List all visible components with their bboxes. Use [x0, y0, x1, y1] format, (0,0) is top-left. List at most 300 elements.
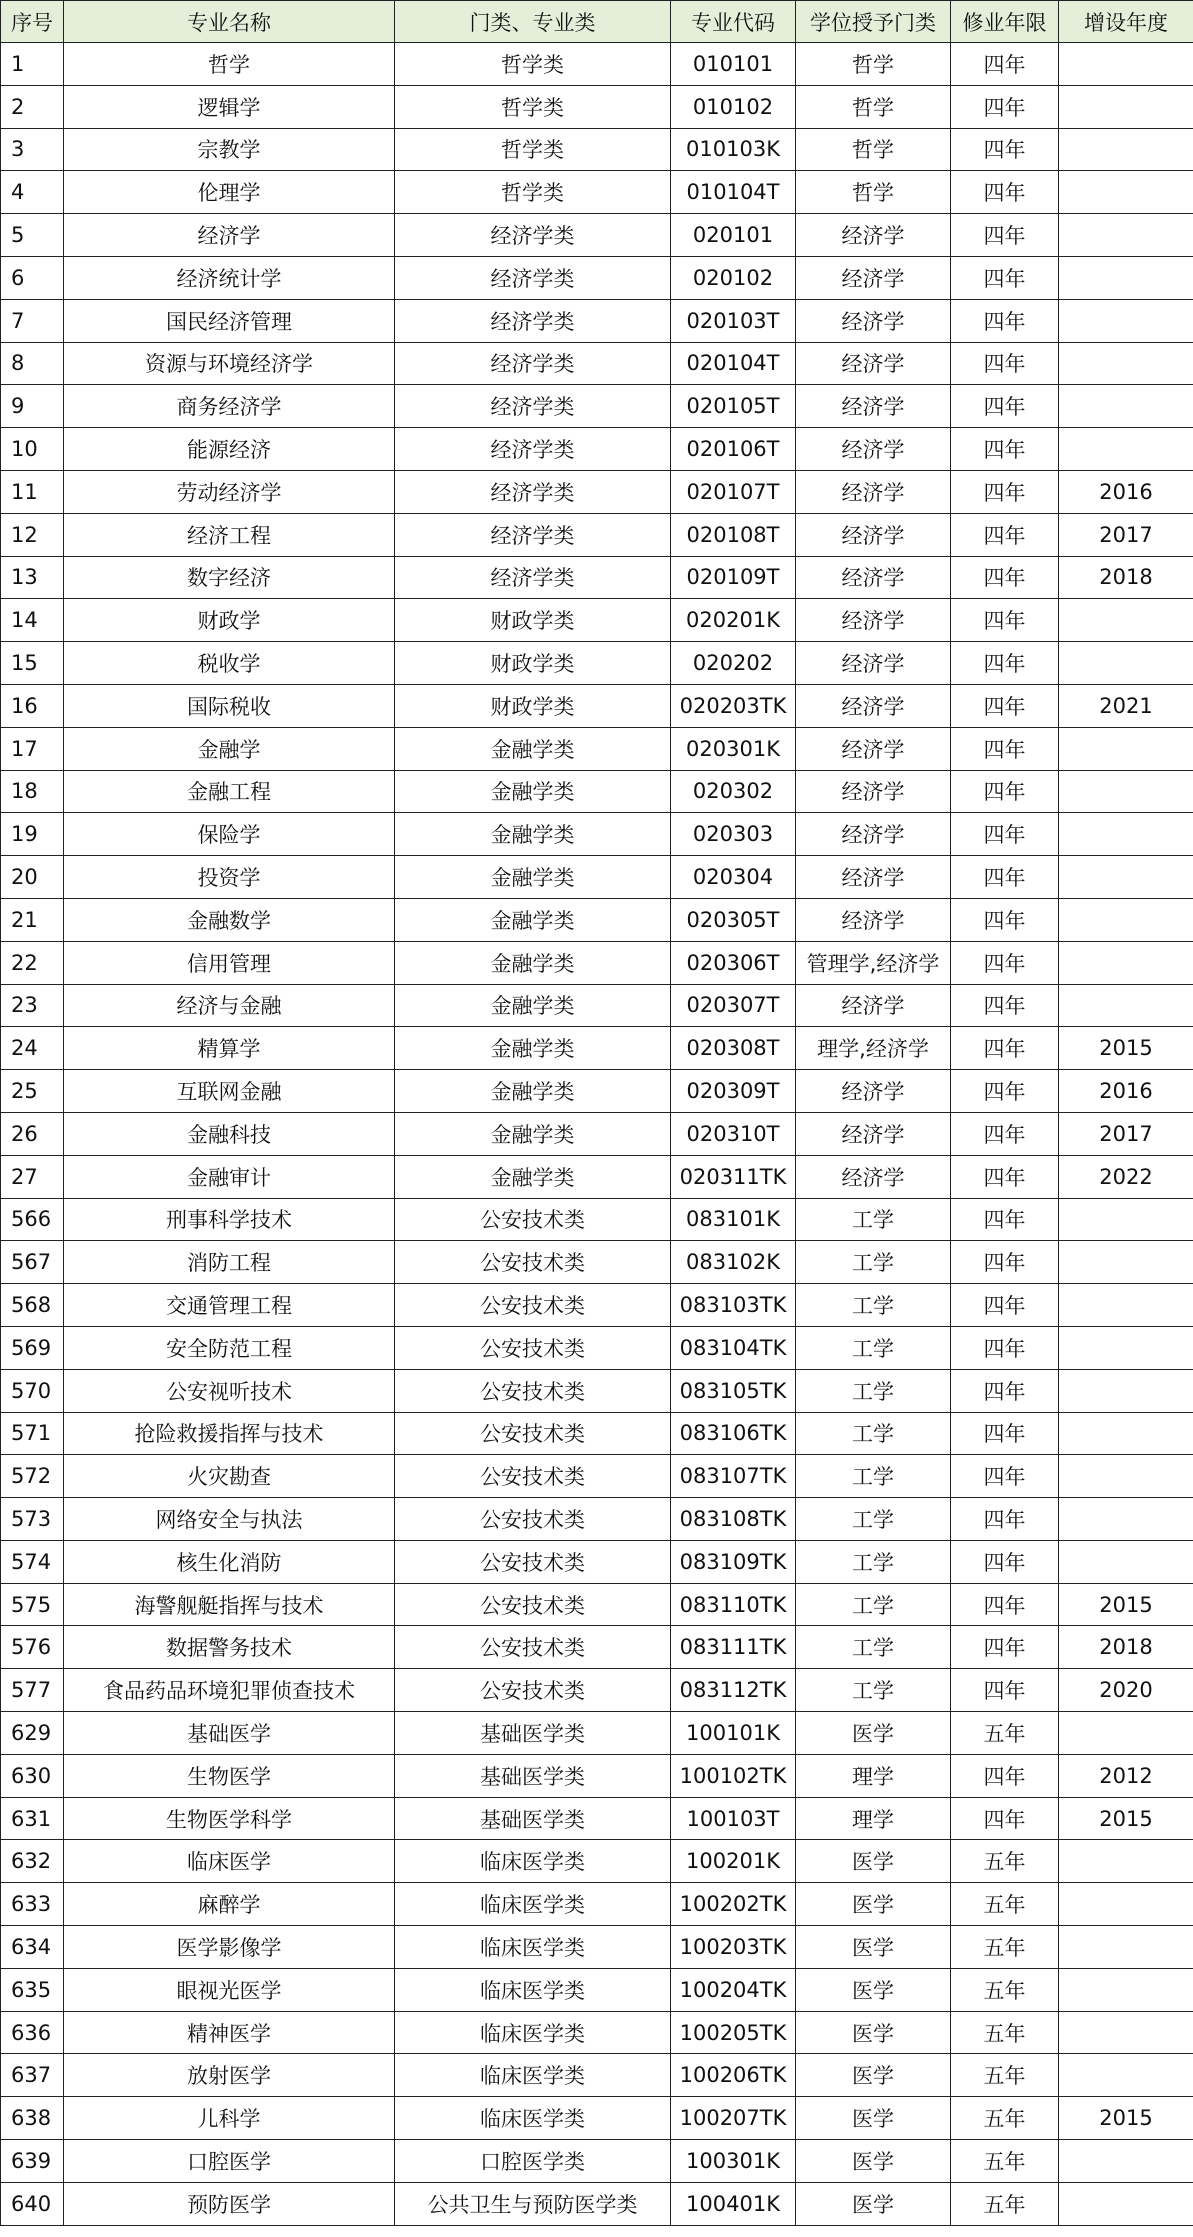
cell-major-code: 020306T: [671, 941, 796, 984]
cell-major-code: 100205TK: [671, 2011, 796, 2054]
cell-duration: 五年: [951, 1926, 1059, 1969]
cell-duration: 四年: [951, 1626, 1059, 1669]
cell-year-added: [1059, 256, 1193, 299]
cell-major-code: 020103T: [671, 299, 796, 342]
cell-duration: 四年: [951, 599, 1059, 642]
cell-major-code: 020311TK: [671, 1155, 796, 1198]
header-degree-category: 学位授予门类: [796, 1, 951, 43]
cell-category: 经济学类: [395, 342, 671, 385]
cell-year-added: [1059, 342, 1193, 385]
cell-category: 公安技术类: [395, 1626, 671, 1669]
cell-major-code: 100204TK: [671, 1968, 796, 2011]
cell-index: 636: [1, 2011, 64, 2054]
cell-major-code: 020303: [671, 813, 796, 856]
cell-major-name: 金融数学: [64, 898, 395, 941]
header-category: 门类、专业类: [395, 1, 671, 43]
cell-degree-category: 工学: [796, 1540, 951, 1583]
table-row: [1, 1498, 1193, 1541]
cell-duration: 四年: [951, 1112, 1059, 1155]
cell-category: 临床医学类: [395, 1926, 671, 1969]
table-row: [1, 385, 1193, 428]
cell-category: 公安技术类: [395, 1540, 671, 1583]
cell-major-name: 经济统计学: [64, 256, 395, 299]
cell-index: 17: [1, 727, 64, 770]
cell-year-added: [1059, 2054, 1193, 2097]
table-row: [1, 2011, 1193, 2054]
table-row: [1, 1369, 1193, 1412]
cell-category: 公安技术类: [395, 1284, 671, 1327]
cell-year-added: [1059, 1412, 1193, 1455]
cell-major-name: 核生化消防: [64, 1540, 395, 1583]
cell-year-added: 2018: [1059, 1626, 1193, 1669]
cell-category: 哲学类: [395, 171, 671, 214]
cell-year-added: 2017: [1059, 1112, 1193, 1155]
cell-degree-category: 医学: [796, 2054, 951, 2097]
cell-year-added: 2016: [1059, 1070, 1193, 1113]
cell-year-added: [1059, 1326, 1193, 1369]
cell-index: 16: [1, 684, 64, 727]
cell-major-code: 083106TK: [671, 1412, 796, 1455]
cell-index: 24: [1, 1027, 64, 1070]
cell-major-name: 刑事科学技术: [64, 1198, 395, 1241]
cell-major-name: 金融审计: [64, 1155, 395, 1198]
cell-index: 571: [1, 1412, 64, 1455]
cell-category: 金融学类: [395, 770, 671, 813]
cell-degree-category: 经济学: [796, 299, 951, 342]
cell-category: 金融学类: [395, 1155, 671, 1198]
cell-degree-category: 经济学: [796, 642, 951, 685]
table-row: [1, 470, 1193, 513]
cell-category: 金融学类: [395, 1112, 671, 1155]
cell-index: 11: [1, 470, 64, 513]
cell-major-code: 020302: [671, 770, 796, 813]
cell-year-added: [1059, 43, 1193, 86]
cell-duration: 五年: [951, 1883, 1059, 1926]
cell-major-code: 083110TK: [671, 1583, 796, 1626]
cell-category: 公安技术类: [395, 1326, 671, 1369]
cell-category: 临床医学类: [395, 1840, 671, 1883]
cell-index: 12: [1, 513, 64, 556]
cell-major-name: 商务经济学: [64, 385, 395, 428]
cell-year-added: 2017: [1059, 513, 1193, 556]
table-row: [1, 599, 1193, 642]
cell-duration: 四年: [951, 85, 1059, 128]
cell-major-code: 083108TK: [671, 1498, 796, 1541]
cell-major-code: 020301K: [671, 727, 796, 770]
cell-major-name: 医学影像学: [64, 1926, 395, 1969]
cell-duration: 五年: [951, 1968, 1059, 2011]
table-row: [1, 2097, 1193, 2140]
cell-category: 哲学类: [395, 85, 671, 128]
header-row: [1, 1, 1193, 43]
table-row: [1, 2182, 1193, 2225]
table-row: [1, 684, 1193, 727]
cell-duration: 四年: [951, 470, 1059, 513]
cell-year-added: 2015: [1059, 1583, 1193, 1626]
cell-major-code: 083103TK: [671, 1284, 796, 1327]
cell-major-code: 083102K: [671, 1241, 796, 1284]
cell-duration: 四年: [951, 171, 1059, 214]
cell-category: 经济学类: [395, 299, 671, 342]
cell-category: 公安技术类: [395, 1241, 671, 1284]
cell-degree-category: 经济学: [796, 984, 951, 1027]
cell-year-added: [1059, 214, 1193, 257]
cell-major-name: 宗教学: [64, 128, 395, 171]
cell-index: 14: [1, 599, 64, 642]
cell-major-name: 交通管理工程: [64, 1284, 395, 1327]
cell-major-name: 国际税收: [64, 684, 395, 727]
cell-major-name: 食品药品环境犯罪侦查技术: [64, 1669, 395, 1712]
cell-index: 577: [1, 1669, 64, 1712]
cell-index: 10: [1, 428, 64, 471]
cell-major-code: 020201K: [671, 599, 796, 642]
cell-year-added: [1059, 171, 1193, 214]
cell-major-name: 金融工程: [64, 770, 395, 813]
cell-index: 1: [1, 43, 64, 86]
cell-major-code: 083101K: [671, 1198, 796, 1241]
cell-duration: 四年: [951, 214, 1059, 257]
cell-major-code: 020102: [671, 256, 796, 299]
cell-duration: 四年: [951, 556, 1059, 599]
cell-duration: 四年: [951, 984, 1059, 1027]
header-major-code: 专业代码: [671, 1, 796, 43]
cell-index: 3: [1, 128, 64, 171]
table-row: [1, 1027, 1193, 1070]
table-row: [1, 1797, 1193, 1840]
cell-index: 22: [1, 941, 64, 984]
cell-degree-category: 工学: [796, 1498, 951, 1541]
cell-category: 临床医学类: [395, 2054, 671, 2097]
cell-year-added: 2015: [1059, 1027, 1193, 1070]
cell-major-name: 劳动经济学: [64, 470, 395, 513]
cell-duration: 五年: [951, 2182, 1059, 2225]
table-row: [1, 1626, 1193, 1669]
cell-degree-category: 理学,经济学: [796, 1027, 951, 1070]
cell-major-name: 生物医学科学: [64, 1797, 395, 1840]
cell-category: 财政学类: [395, 642, 671, 685]
cell-major-code: 083111TK: [671, 1626, 796, 1669]
cell-degree-category: 经济学: [796, 385, 951, 428]
cell-duration: 四年: [951, 1027, 1059, 1070]
table-row: [1, 556, 1193, 599]
cell-year-added: [1059, 385, 1193, 428]
cell-major-name: 税收学: [64, 642, 395, 685]
cell-index: 9: [1, 385, 64, 428]
cell-degree-category: 经济学: [796, 727, 951, 770]
cell-category: 临床医学类: [395, 2097, 671, 2140]
cell-major-name: 公安视听技术: [64, 1369, 395, 1412]
table-row: [1, 428, 1193, 471]
cell-degree-category: 经济学: [796, 1070, 951, 1113]
table-row: [1, 171, 1193, 214]
cell-major-name: 麻醉学: [64, 1883, 395, 1926]
cell-duration: 四年: [951, 684, 1059, 727]
cell-major-code: 100202TK: [671, 1883, 796, 1926]
cell-category: 公安技术类: [395, 1455, 671, 1498]
table-row: [1, 1754, 1193, 1797]
cell-major-name: 生物医学: [64, 1754, 395, 1797]
cell-duration: 四年: [951, 941, 1059, 984]
cell-index: 574: [1, 1540, 64, 1583]
cell-degree-category: 经济学: [796, 898, 951, 941]
cell-major-code: 100207TK: [671, 2097, 796, 2140]
table-row: [1, 856, 1193, 899]
cell-duration: 四年: [951, 1155, 1059, 1198]
cell-duration: 四年: [951, 1241, 1059, 1284]
cell-major-name: 火灾勘查: [64, 1455, 395, 1498]
cell-degree-category: 医学: [796, 2097, 951, 2140]
cell-year-added: 2022: [1059, 1155, 1193, 1198]
cell-major-code: 100102TK: [671, 1754, 796, 1797]
cell-degree-category: 医学: [796, 1712, 951, 1755]
cell-year-added: [1059, 984, 1193, 1027]
cell-major-name: 数字经济: [64, 556, 395, 599]
cell-year-added: [1059, 1926, 1193, 1969]
cell-year-added: 2020: [1059, 1669, 1193, 1712]
cell-year-added: [1059, 1968, 1193, 2011]
table-row: [1, 2140, 1193, 2183]
cell-year-added: 2015: [1059, 2097, 1193, 2140]
cell-index: 629: [1, 1712, 64, 1755]
cell-index: 8: [1, 342, 64, 385]
cell-category: 金融学类: [395, 898, 671, 941]
cell-major-code: 020104T: [671, 342, 796, 385]
cell-degree-category: 工学: [796, 1326, 951, 1369]
cell-degree-category: 经济学: [796, 856, 951, 899]
table-body: [1, 43, 1193, 2226]
header-index: 序号: [1, 1, 64, 43]
cell-index: 631: [1, 1797, 64, 1840]
cell-major-name: 经济工程: [64, 513, 395, 556]
cell-index: 568: [1, 1284, 64, 1327]
cell-category: 经济学类: [395, 385, 671, 428]
cell-major-code: 010101: [671, 43, 796, 86]
cell-duration: 四年: [951, 128, 1059, 171]
table-row: [1, 770, 1193, 813]
cell-degree-category: 医学: [796, 1883, 951, 1926]
cell-degree-category: 哲学: [796, 128, 951, 171]
cell-year-added: [1059, 1498, 1193, 1541]
table-row: [1, 2054, 1193, 2097]
cell-major-code: 020203TK: [671, 684, 796, 727]
cell-major-code: 100203TK: [671, 1926, 796, 1969]
cell-major-name: 信用管理: [64, 941, 395, 984]
table-row: [1, 941, 1193, 984]
cell-category: 经济学类: [395, 214, 671, 257]
cell-duration: 四年: [951, 428, 1059, 471]
cell-category: 公安技术类: [395, 1369, 671, 1412]
cell-category: 金融学类: [395, 984, 671, 1027]
cell-index: 635: [1, 1968, 64, 2011]
cell-degree-category: 医学: [796, 1926, 951, 1969]
cell-major-name: 国民经济管理: [64, 299, 395, 342]
cell-major-name: 能源经济: [64, 428, 395, 471]
cell-category: 经济学类: [395, 556, 671, 599]
cell-major-name: 资源与环境经济学: [64, 342, 395, 385]
cell-degree-category: 经济学: [796, 770, 951, 813]
cell-degree-category: 理学: [796, 1797, 951, 1840]
cell-degree-category: 工学: [796, 1583, 951, 1626]
cell-year-added: [1059, 1883, 1193, 1926]
cell-duration: 五年: [951, 2011, 1059, 2054]
cell-major-name: 消防工程: [64, 1241, 395, 1284]
cell-index: 20: [1, 856, 64, 899]
cell-degree-category: 经济学: [796, 470, 951, 513]
cell-major-code: 010102: [671, 85, 796, 128]
cell-major-name: 哲学: [64, 43, 395, 86]
cell-major-name: 逻辑学: [64, 85, 395, 128]
cell-degree-category: 经济学: [796, 599, 951, 642]
cell-major-code: 100206TK: [671, 2054, 796, 2097]
cell-category: 公安技术类: [395, 1583, 671, 1626]
cell-duration: 五年: [951, 1840, 1059, 1883]
cell-major-code: 020107T: [671, 470, 796, 513]
cell-major-name: 网络安全与执法: [64, 1498, 395, 1541]
cell-duration: 四年: [951, 299, 1059, 342]
cell-index: 18: [1, 770, 64, 813]
cell-degree-category: 医学: [796, 1840, 951, 1883]
cell-duration: 四年: [951, 856, 1059, 899]
cell-major-code: 020309T: [671, 1070, 796, 1113]
cell-year-added: 2015: [1059, 1797, 1193, 1840]
cell-major-name: 儿科学: [64, 2097, 395, 2140]
cell-year-added: [1059, 2011, 1193, 2054]
cell-category: 公安技术类: [395, 1669, 671, 1712]
table-row: [1, 1070, 1193, 1113]
cell-degree-category: 工学: [796, 1241, 951, 1284]
cell-degree-category: 经济学: [796, 1155, 951, 1198]
cell-year-added: [1059, 941, 1193, 984]
cell-major-name: 口腔医学: [64, 2140, 395, 2183]
cell-major-code: 010104T: [671, 171, 796, 214]
cell-duration: 四年: [951, 1412, 1059, 1455]
cell-index: 575: [1, 1583, 64, 1626]
cell-category: 临床医学类: [395, 1968, 671, 2011]
cell-major-code: 020310T: [671, 1112, 796, 1155]
cell-degree-category: 哲学: [796, 171, 951, 214]
cell-major-name: 精神医学: [64, 2011, 395, 2054]
cell-category: 公安技术类: [395, 1498, 671, 1541]
cell-year-added: [1059, 85, 1193, 128]
cell-major-code: 020307T: [671, 984, 796, 1027]
cell-year-added: [1059, 642, 1193, 685]
table-row: [1, 1926, 1193, 1969]
cell-index: 569: [1, 1326, 64, 1369]
cell-category: 财政学类: [395, 599, 671, 642]
cell-major-name: 金融科技: [64, 1112, 395, 1155]
cell-duration: 五年: [951, 1712, 1059, 1755]
table-row: [1, 984, 1193, 1027]
cell-category: 金融学类: [395, 1070, 671, 1113]
table-row: [1, 43, 1193, 86]
cell-year-added: [1059, 299, 1193, 342]
cell-duration: 四年: [951, 1284, 1059, 1327]
cell-year-added: [1059, 1369, 1193, 1412]
table-row: [1, 642, 1193, 685]
cell-year-added: [1059, 1540, 1193, 1583]
cell-year-added: [1059, 1840, 1193, 1883]
cell-degree-category: 管理学,经济学: [796, 941, 951, 984]
cell-index: 2: [1, 85, 64, 128]
cell-major-code: 020101: [671, 214, 796, 257]
cell-degree-category: 工学: [796, 1284, 951, 1327]
cell-major-name: 投资学: [64, 856, 395, 899]
cell-major-code: 100103T: [671, 1797, 796, 1840]
cell-major-code: 100201K: [671, 1840, 796, 1883]
cell-category: 临床医学类: [395, 2011, 671, 2054]
cell-major-code: 083107TK: [671, 1455, 796, 1498]
cell-major-code: 083109TK: [671, 1540, 796, 1583]
table-row: [1, 1198, 1193, 1241]
cell-degree-category: 经济学: [796, 214, 951, 257]
cell-major-name: 数据警务技术: [64, 1626, 395, 1669]
cell-category: 公安技术类: [395, 1198, 671, 1241]
cell-major-name: 精算学: [64, 1027, 395, 1070]
cell-index: 5: [1, 214, 64, 257]
cell-index: 566: [1, 1198, 64, 1241]
cell-duration: 四年: [951, 342, 1059, 385]
cell-category: 金融学类: [395, 856, 671, 899]
cell-duration: 四年: [951, 256, 1059, 299]
cell-index: 25: [1, 1070, 64, 1113]
cell-index: 630: [1, 1754, 64, 1797]
cell-degree-category: 工学: [796, 1669, 951, 1712]
cell-degree-category: 工学: [796, 1626, 951, 1669]
cell-major-code: 020109T: [671, 556, 796, 599]
cell-degree-category: 哲学: [796, 85, 951, 128]
cell-year-added: [1059, 2140, 1193, 2183]
cell-major-name: 伦理学: [64, 171, 395, 214]
cell-year-added: [1059, 856, 1193, 899]
cell-category: 金融学类: [395, 1027, 671, 1070]
cell-duration: 四年: [951, 1369, 1059, 1412]
cell-major-code: 020304: [671, 856, 796, 899]
cell-degree-category: 医学: [796, 1968, 951, 2011]
cell-duration: 四年: [951, 1198, 1059, 1241]
cell-major-name: 临床医学: [64, 1840, 395, 1883]
cell-index: 567: [1, 1241, 64, 1284]
cell-major-code: 020108T: [671, 513, 796, 556]
cell-major-code: 100301K: [671, 2140, 796, 2183]
cell-major-name: 金融学: [64, 727, 395, 770]
cell-major-code: 010103K: [671, 128, 796, 171]
cell-year-added: [1059, 1712, 1193, 1755]
cell-index: 26: [1, 1112, 64, 1155]
cell-duration: 四年: [951, 813, 1059, 856]
cell-category: 基础医学类: [395, 1712, 671, 1755]
cell-degree-category: 医学: [796, 2182, 951, 2225]
cell-year-added: [1059, 599, 1193, 642]
cell-category: 经济学类: [395, 428, 671, 471]
cell-year-added: [1059, 428, 1193, 471]
cell-major-name: 互联网金融: [64, 1070, 395, 1113]
cell-degree-category: 医学: [796, 2140, 951, 2183]
table-row: [1, 1540, 1193, 1583]
cell-duration: 四年: [951, 1070, 1059, 1113]
cell-duration: 四年: [951, 1754, 1059, 1797]
cell-year-added: [1059, 128, 1193, 171]
cell-duration: 四年: [951, 1455, 1059, 1498]
cell-major-code: 020202: [671, 642, 796, 685]
cell-index: 634: [1, 1926, 64, 1969]
table-row: [1, 1112, 1193, 1155]
table-row: [1, 1455, 1193, 1498]
cell-duration: 五年: [951, 2097, 1059, 2140]
cell-major-code: 083112TK: [671, 1669, 796, 1712]
table-row: [1, 1669, 1193, 1712]
cell-duration: 五年: [951, 2140, 1059, 2183]
cell-major-code: 020305T: [671, 898, 796, 941]
